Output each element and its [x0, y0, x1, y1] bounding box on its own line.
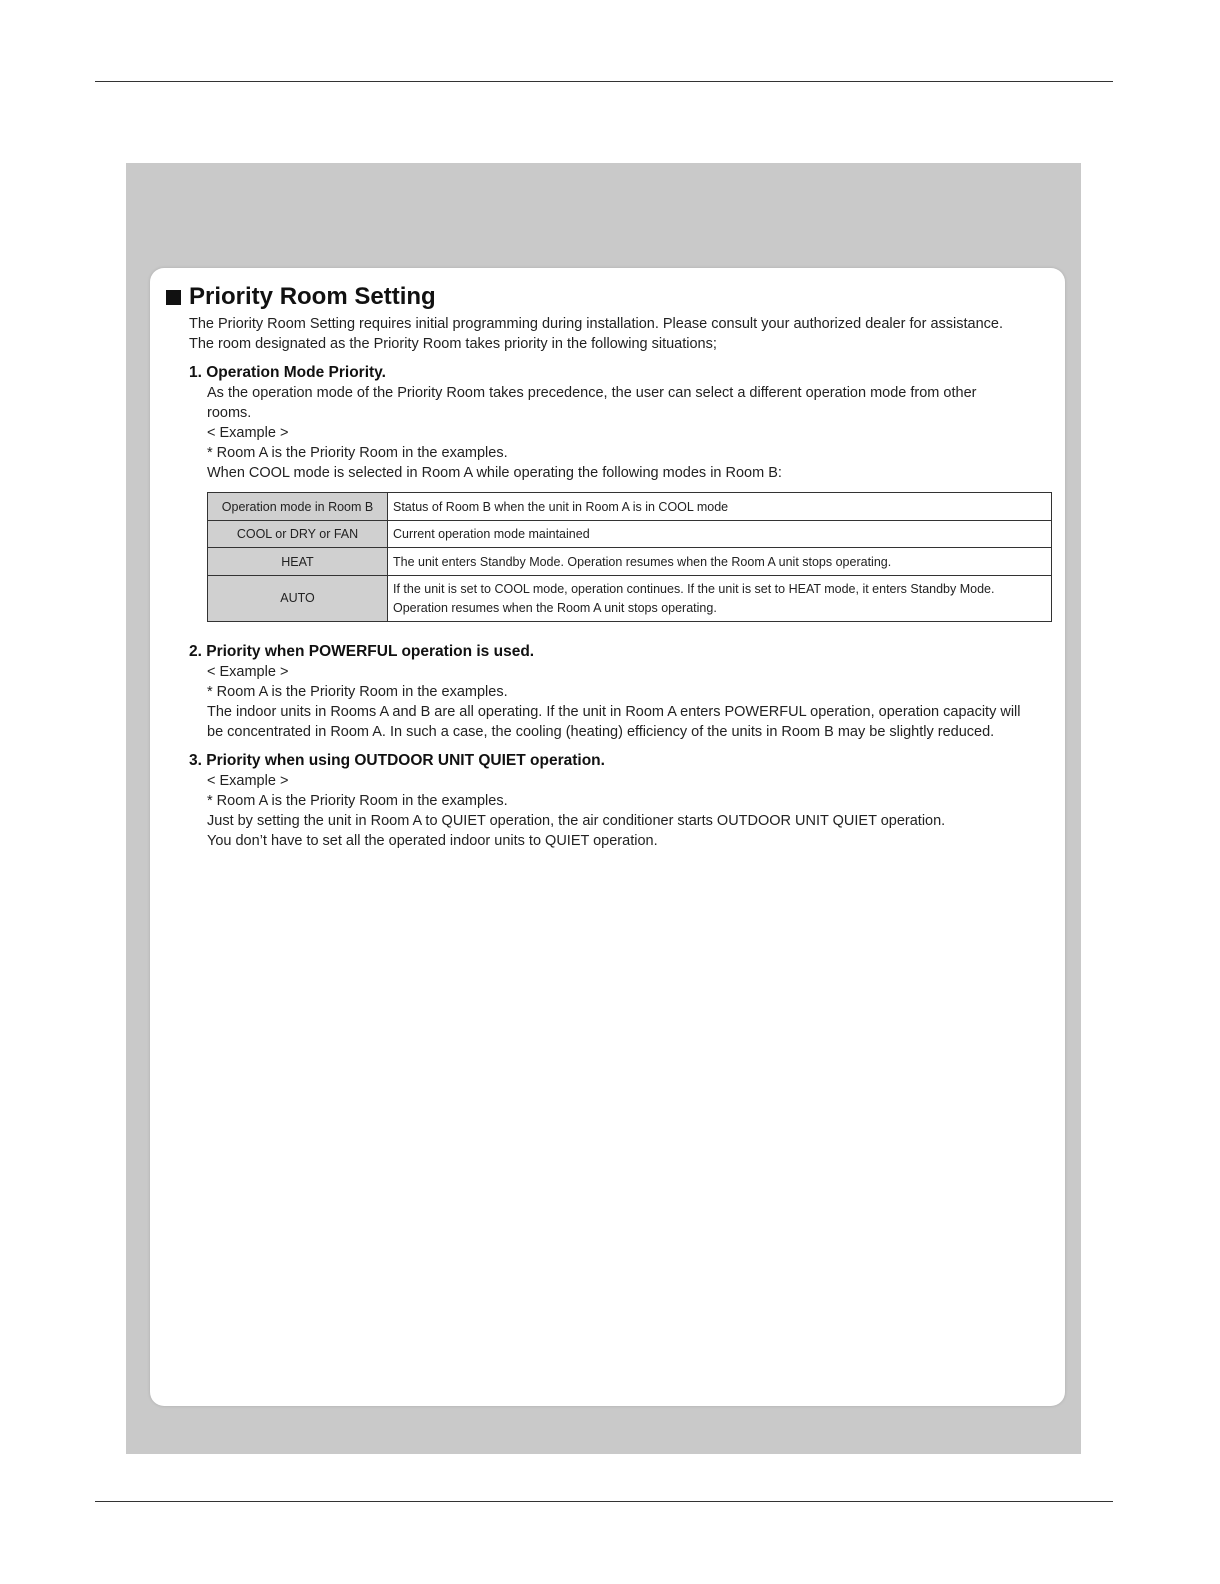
item1-line: rooms. — [207, 405, 252, 421]
table-cell-status — [388, 576, 1052, 622]
item1-line: * Room A is the Priority Room in the examples. — [207, 445, 508, 461]
item1-line: When COOL mode is selected in Room A while operating the following modes in Room B: — [207, 465, 782, 481]
item2-line: The indoor units in Rooms A and B are all operating. If the unit in Room A enters POWERFUL operation, operation capacity will — [207, 704, 1021, 720]
item2-line: be concentrated in Room A. In such a case, the cooling (heating) efficiency of the units in Room B may be slightly reduced. — [207, 724, 995, 740]
item3-title: Priority when using OUTDOOR UNIT QUIET operation. — [206, 752, 605, 769]
intro-line: The Priority Room Setting requires initial programming during installation. Please consult your authorized dealer for assistance. — [189, 316, 1004, 332]
item2-number: 2. — [189, 643, 202, 660]
mode-table — [207, 492, 1052, 622]
footer-rule — [95, 1501, 1113, 1502]
section-title: Priority Room Setting — [189, 283, 436, 310]
header-rule — [95, 81, 1113, 82]
table-cell-status-line: If the unit is set to COOL mode, operation continues. If the unit is set to HEAT mode, it enters Standby Mode. — [393, 581, 995, 596]
item3-line: You don’t have to set all the operated indoor units to QUIET operation. — [207, 833, 658, 849]
item2-heading — [189, 642, 534, 662]
table-header-cell: Status of Room B when the unit in Room A is in COOL mode — [388, 493, 1052, 521]
item2-line: * Room A is the Priority Room in the examples. — [207, 684, 508, 700]
item1-number: 1. — [189, 364, 202, 381]
table-cell-status-line: Operation resumes when the Room A unit stops operating. — [393, 600, 717, 615]
item2-title: Priority when POWERFUL operation is used. — [206, 643, 535, 660]
table-row — [208, 521, 1052, 548]
item1-heading — [189, 363, 386, 383]
table-cell-status: Current operation mode maintained — [388, 521, 1052, 548]
table-row — [208, 576, 1052, 622]
item3-line: * Room A is the Priority Room in the examples. — [207, 793, 508, 809]
table-cell-mode: AUTO — [208, 576, 388, 622]
item3-line: < Example > — [207, 773, 289, 789]
intro-line: The room designated as the Priority Room takes priority in the following situations; — [189, 336, 717, 352]
item3-heading — [189, 751, 605, 771]
table-header-cell: Operation mode in Room B — [208, 493, 388, 521]
item3-line: Just by setting the unit in Room A to QUIET operation, the air conditioner starts OUTDOOR UNIT QUIET operation. — [207, 813, 946, 829]
table-row — [208, 548, 1052, 576]
section-heading — [166, 281, 436, 313]
item1-line: < Example > — [207, 425, 289, 441]
table-header-row — [208, 493, 1052, 521]
table-cell-mode: HEAT — [208, 548, 388, 576]
table-cell-mode: COOL or DRY or FAN — [208, 521, 388, 548]
table-cell-status: The unit enters Standby Mode. Operation resumes when the Room A unit stops operating. — [388, 548, 1052, 576]
square-bullet-icon — [166, 290, 181, 305]
item1-line: As the operation mode of the Priority Room takes precedence, the user can select a different operation mode from other — [207, 385, 977, 401]
item3-number: 3. — [189, 752, 202, 769]
item2-line: < Example > — [207, 664, 289, 680]
item1-title: Operation Mode Priority. — [206, 364, 386, 381]
